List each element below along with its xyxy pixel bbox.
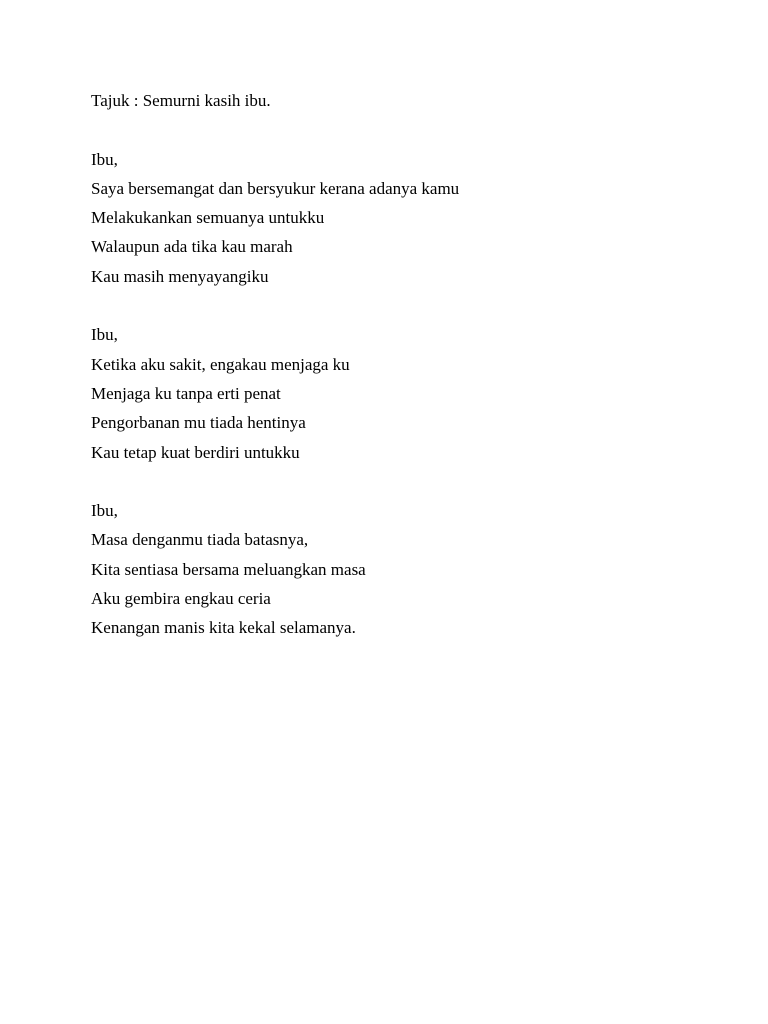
stanza-1-line-1: Ibu, xyxy=(91,149,118,169)
stanza-1-line-5: Kau masih menyayangiku xyxy=(91,266,269,286)
stanza-2-line-5: Kau tetap kuat berdiri untukku xyxy=(91,442,300,462)
stanza-3-line-1: Ibu, xyxy=(91,501,118,521)
stanza-3-line-4: Aku gembira engkau ceria xyxy=(91,589,271,609)
stanza-3 xyxy=(91,496,459,642)
stanza-2-line-4: Pengorbanan mu tiada hentinya xyxy=(91,413,306,433)
poem xyxy=(91,86,459,643)
stanza-2-line-1: Ibu, xyxy=(91,325,118,345)
stanza-3-line-3: Kita sentiasa bersama meluangkan masa xyxy=(91,559,366,579)
stanza-1-line-2: Saya bersemangat dan bersyukur kerana adanya kamu xyxy=(91,178,460,198)
stanza-2-line-2: Ketika aku sakit, engakau menjaga ku xyxy=(91,354,350,374)
stanza-1-line-3: Melakukankan semuanya untukku xyxy=(91,208,325,228)
poem-title: Tajuk : Semurni kasih ibu. xyxy=(91,91,271,110)
stanza-2 xyxy=(91,320,459,466)
stanza-1 xyxy=(91,145,459,291)
stanza-3-line-5: Kenangan manis kita kekal selamanya. xyxy=(91,618,356,638)
stanza-1-line-4: Walaupun ada tika kau marah xyxy=(91,237,293,257)
stanza-3-line-2: Masa denganmu tiada batasnya, xyxy=(91,530,309,550)
stanza-2-line-3: Menjaga ku tanpa erti penat xyxy=(91,383,281,403)
